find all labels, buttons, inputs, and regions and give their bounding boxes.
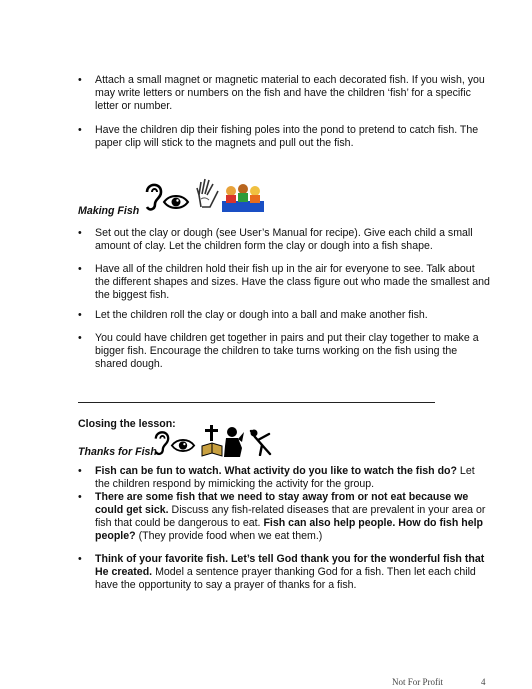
bullet-marker: • [78, 124, 82, 136]
bullet-marker: • [78, 263, 82, 275]
bullet-bold-text-2: Fish can also help people. How do fish help people? [95, 517, 484, 542]
bullet-marker: • [78, 309, 82, 321]
bullet-text: Let the children roll the clay or dough into a ball and make another fish. [95, 309, 428, 321]
bullet-text [95, 491, 490, 543]
bullet-plain-text: Let the children respond by mimicking the activity for the group. [95, 465, 475, 490]
bullet-plain-text: Discuss any fish-related diseases that are prevalent in your area or fish that could be dangerous to eat. [95, 504, 486, 529]
bullet-bold-text: There are some fish that we need to stay away from or not eat because we could get sick. [95, 491, 469, 516]
eye-icon [170, 437, 196, 454]
section-heading-thanks-for-fish: Thanks for Fish [78, 446, 157, 458]
bullet-text: Have all of the children hold their fish up in the air for everyone to see. Talk about the different shapes and sizes. Have the class figure out who made the smallest and the biggest fish. [95, 263, 490, 301]
section-divider [78, 402, 435, 403]
ear-icon [152, 428, 172, 458]
eye-icon [162, 193, 190, 211]
bullet-text: You could have children get together in pairs and put their clay together to make a bigger fish. Encourage the children to take turns working on the fish using the shared dough. [95, 332, 479, 370]
bullet-text: Set out the clay or dough (see User’s Manual for recipe). Give each child a small amount of clay. Let the children form the clay or dough into a fish shape. [95, 227, 473, 252]
group-children-icon [221, 183, 265, 213]
bullet-text: Attach a small magnet or magnetic material to each decorated fish. If you wish, you may write letters or numbers on the fish and have the children ‘fish’ for a specific letter or number. [95, 74, 485, 112]
bullet-bold-text: Think of your favorite fish. Let’s tell God thank you for the wonderful fish that He created. [95, 553, 485, 578]
hand-icon [194, 177, 220, 209]
section-heading-making-fish: Making Fish [78, 205, 140, 217]
bullet-bold-text: Fish can be fun to watch. What activity do you like to watch the fish do? [95, 465, 457, 477]
bullet-marker: • [78, 491, 82, 503]
bullet-marker: • [78, 74, 82, 86]
bullet-plain-text-2: (They provide food when we eat them.) [135, 530, 323, 542]
bullet-marker: • [78, 227, 82, 239]
bullet-marker: • [78, 553, 82, 565]
closing-heading: Closing the lesson: [78, 418, 176, 430]
page-number: 4 [481, 677, 486, 687]
bullet-plain-text: Model a sentence prayer thanking God for a fish. Then let each child have the opportunity to say a prayer of thanks for a fish. [95, 566, 476, 591]
bullet-marker: • [78, 332, 82, 344]
bible-cross-icon [201, 424, 223, 458]
footer-text: Not For Profit [392, 677, 444, 687]
stretching-child-icon [248, 428, 274, 456]
bullet-text [95, 553, 490, 592]
bullet-marker: • [78, 465, 82, 477]
bullet-text [95, 465, 490, 491]
bullet-text: Have the children dip their fishing poles into the pond to pretend to catch fish. The paper clip will stick to the magnets and pull out the fish. [95, 124, 479, 149]
praying-child-icon [222, 426, 246, 458]
